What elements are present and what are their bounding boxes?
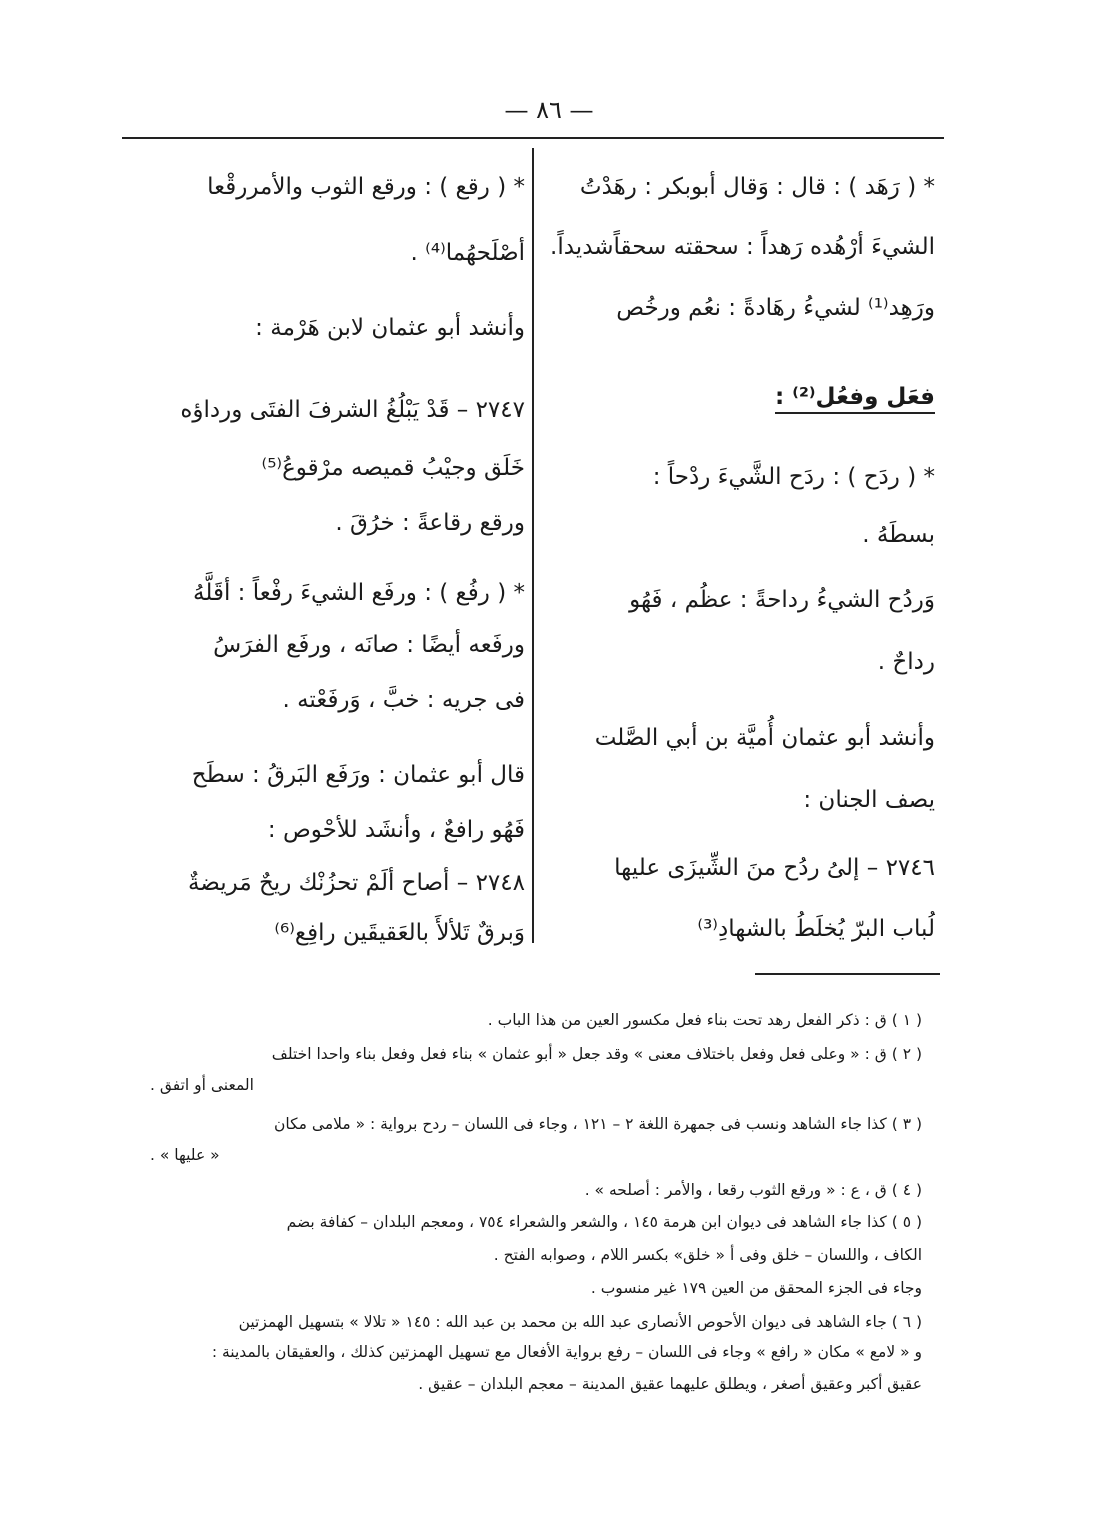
right-line-2: الشيءَ أرْهُده رَهداً : سحقته سحقاًشديداً. [550,234,935,260]
left-line-9: فى جريه : خبَّ ، وَرفَعْته . [282,687,525,713]
left-line-8: ورفَعه أيضًا : صانَه ، ورفَع الفرَسُ [213,632,525,658]
left-line-3: وأنشد أبو عثمان لابن هَرْمة : [255,315,525,341]
footnote-3-cont: « عليها » . [150,1146,220,1164]
footnote-rule [755,973,940,975]
verse-2747-line-2: خَلَق وجيْبُ قميصه مرْقوعُ⁽⁵⁾ [261,455,525,481]
left-line-7: * ( رفُع ) : ورفَع الشيءَ رفْعاً : أقَلَّهُ [193,580,525,606]
footnote-4: ( ٤ ) ق ، ع : « ورقع الثوب رقعا ، والأمر : أصلحه » . [584,1181,922,1199]
verse-2746-line-2: لُباب البرّ يُخلَطُ بالشهادِ⁽³⁾ [697,916,935,942]
right-line-7: وَردُح الشيءُ رداحةً : عظُم ، فَهُو [629,587,935,613]
footnote-2-cont: المعنى أو اتفق . [150,1076,254,1094]
left-line-10: قال أبو عثمان : ورَفَع البَرقُ : سطَح [191,762,525,788]
footnote-5: ( ٥ ) كذا جاء الشاهد فى ديوان ابن هرمة ١٤٥ ، والشعر والشعراء ٧٥٤ ، ومعجم البلدان – كفافة بضم [286,1213,922,1231]
verse-2746-line-1: ٢٧٤٦ – إلىُ ردُح منَ الشِّيزَى عليها [614,855,935,881]
left-line-6: ورقع رقاعةً : خرُقَ . [335,510,525,536]
header-rule [122,137,944,139]
section-heading-text: فعَل وفعُل⁽²⁾ : [775,384,935,414]
footnote-6: ( ٦ ) جاء الشاهد فى ديوان الأحوص الأنصارى عبد الله بن محمد بن عبد الله : ١٤٥ « تلالا » بتسهيل الهمزتين [238,1313,922,1331]
left-line-2: أصْلَحهُما⁽⁴⁾ . [410,240,525,266]
footnote-3: ( ٣ ) كذا جاء الشاهد ونسب فى جمهرة اللغة ٢ – ١٢١ ، وجاء فى اللسان – ردح برواية : « ملامى مكان [274,1115,922,1133]
verse-2747-line-1: ٢٧٤٧ – قَدْ يَبْلُغُ الشرفَ الفتَى ورداؤه [180,397,525,423]
page-number: — ٨٦ — [504,96,594,124]
footnote-5-cont-2: وجاء فى الجزء المحقق من العين ١٧٩ غير منسوب . [590,1279,922,1297]
right-line-3: ورَهِد⁽¹⁾ لشيءُ رهَادةً : نعُم ورخُص [616,295,935,321]
verse-2748-line-2: وَبرقٌ تَلألأَ بالعَقيقَين رافِع⁽⁶⁾ [274,920,525,946]
left-line-1: * ( رقع ) : ورقع الثوب والأمررقْعا [207,174,525,200]
right-line-9: وأنشد أبو عثمان أُميَّة بن أبي الصَّلت [594,725,935,751]
right-line-1: * ( رَهَد ) : قال : وَقال أبوبكر : رهَدْتُ [579,174,935,200]
right-line-10: يصف الجنان : [803,787,935,813]
right-line-6: بسطَهُ . [862,522,935,548]
footnote-5-cont: الكاف ، واللسان – خلق وفى أ « خلق» بكسر اللام ، وصوابه الفتح . [493,1246,922,1264]
footnote-6-cont-2: عقيق أكبر وعقيق أصغر ، ويطلق عليهما عقيق المدينة – معجم البلدان – عقيق . [418,1375,922,1393]
left-line-11: فَهُو رافعٌ ، وأنشَد للأحْوص : [267,817,525,843]
column-divider [532,148,534,943]
right-line-8: رداحٌ . [877,649,935,675]
section-heading [775,382,935,412]
right-line-5: * ( ردَح ) : ردَح الشَّيءَ ردْحاً : [652,464,935,490]
footnote-1: ( ١ ) ق : ذكر الفعل رهد تحت بناء فعل مكسور العين من هذا الباب . [487,1011,922,1029]
footnote-2: ( ٢ ) ق : « وعلى فعل وفعل باختلاف معنى » وقد جعل « أبو عثمان » بناء فعل وفعل بناء واحدا اختلف [271,1045,922,1063]
verse-2748-line-1: ٢٧٤٨ – أصاح ألَمْ تحزُنْك ريحٌ مَريضةٌ [187,870,525,896]
footnote-6-cont: و « لامع » مكان « رافع » وجاء فى اللسان – رفع برواية الأفعال مع تسهيل الهمزتين كذلك ، والعقيقان بالمدينة : [211,1343,922,1361]
